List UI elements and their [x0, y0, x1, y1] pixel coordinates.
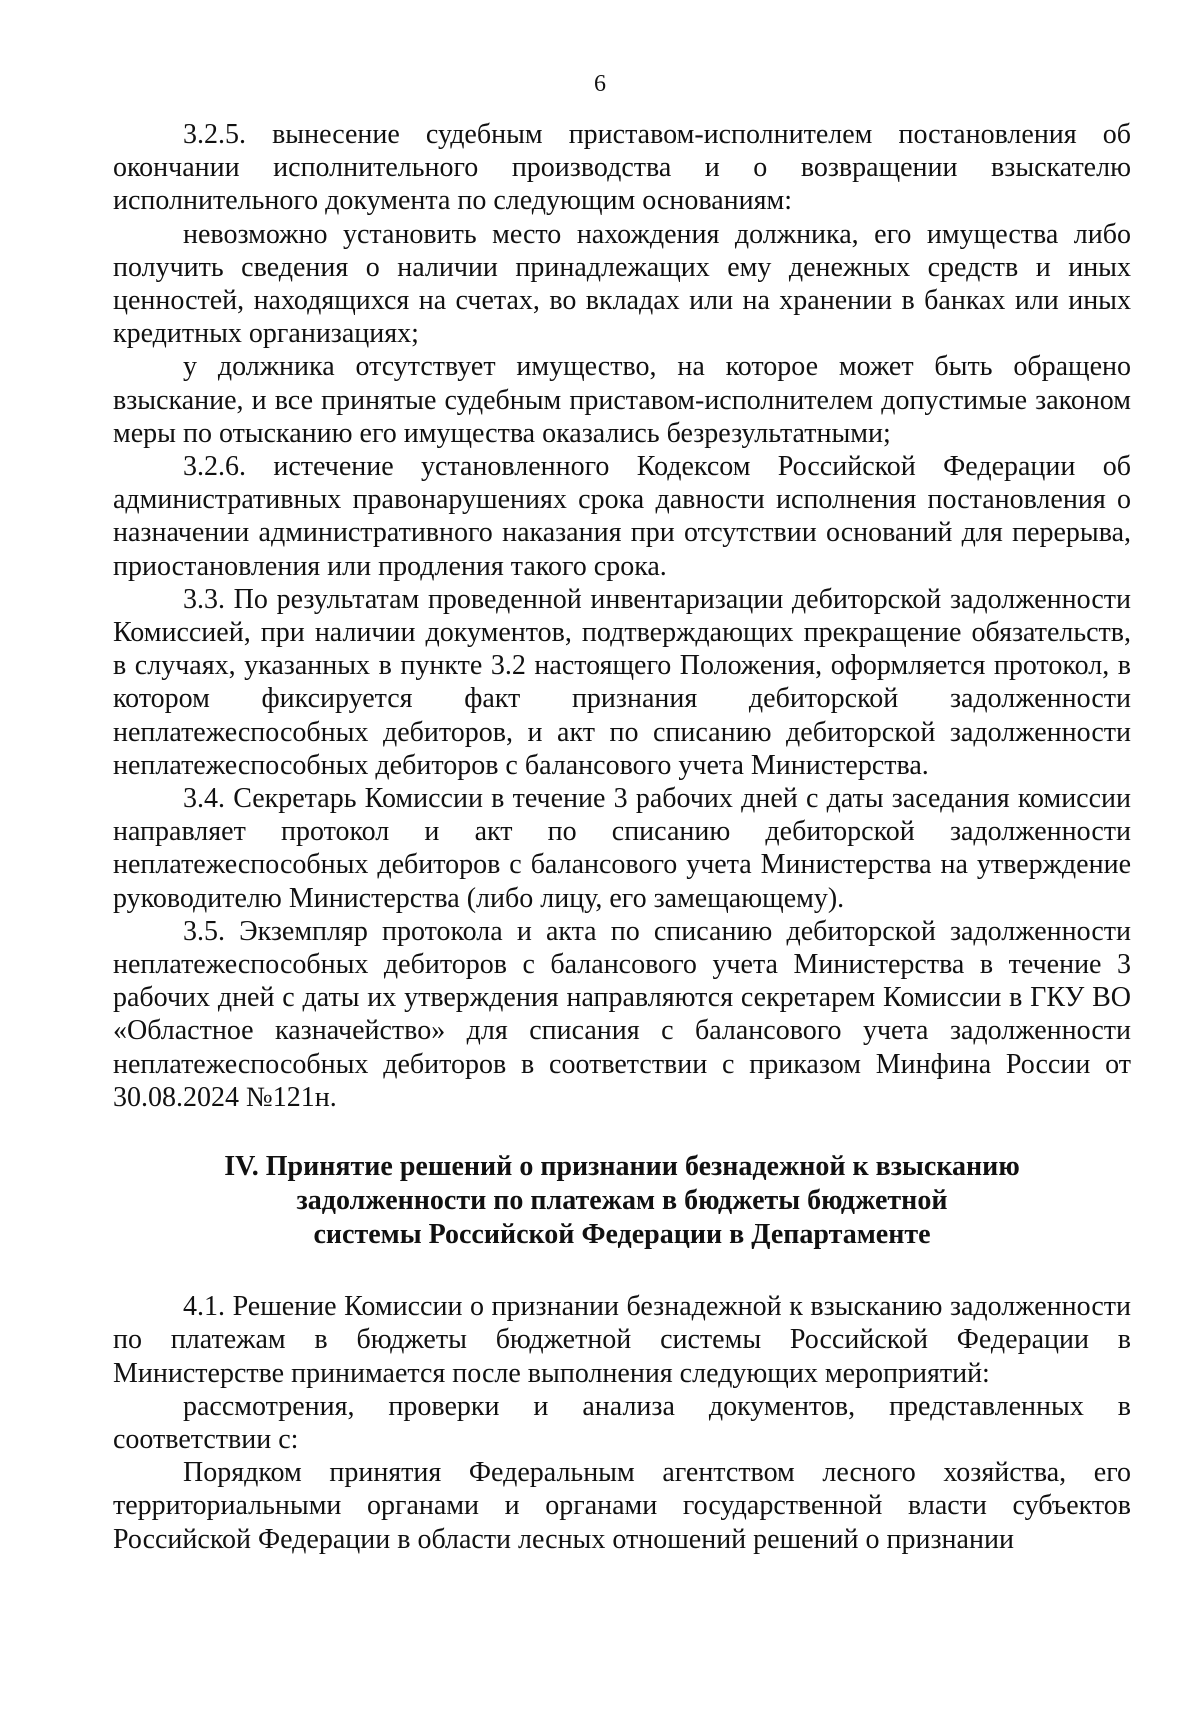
page-number: 6: [594, 71, 606, 97]
paragraph-review-documents: рассмотрения, проверки и анализа документов, представленных в соответствии с:: [113, 1390, 1131, 1455]
paragraph-3-4: 3.4. Секретарь Комиссии в течение 3 рабочих дней с даты заседания комиссии направляет протокол и акт по списанию дебиторской задолженности неплатежеспособных дебиторов с балансового учета Министерства на утверждение руководителю Министерства (либо лицу, его замещающему).: [113, 783, 1131, 914]
section-heading-iv: [113, 1150, 1131, 1252]
paragraph-forestry-procedure: Порядком принятия Федеральным агентством лесного хозяйства, его территориальными органами и органами государственной власти субъектов Российской Федерации в области лесных отношений решений о признании: [113, 1457, 1131, 1555]
paragraph-debtor-location: невозможно установить место нахождения должника, его имущества либо получить сведения о наличии принадлежащих ему денежных средств и иных ценностей, находящихся на счетах, во вкладах или на хранении в банках или иных кредитных организациях;: [113, 218, 1131, 350]
paragraph-3-3: 3.3. По результатам проведенной инвентаризации дебиторской задолженности Комиссией, при наличии документов, подтверждающих прекращение обязательств, в случаях, указанных в пункте 3.2 настоящего Положения, оформляется протокол, в котором фиксируется факт признания дебиторской задолженности неплатежеспособных дебиторов, и акт по списанию дебиторской задолженности неплатежеспособных дебиторов с балансового учета Министерства.: [113, 583, 1131, 781]
paragraph-no-property: у должника отсутствует имущество, на которое может быть обращено взыскание, и все принятые судебным приставом-исполнителем допустимые законом меры по отысканию его имущества оказались безрезультатными;: [113, 351, 1131, 449]
paragraph-3-2-5: 3.2.5. вынесение судебным приставом-исполнителем постановления об окончании исполнительного производства и о возвращении взыскателю исполнительного документа по следующим основаниям:: [113, 119, 1131, 217]
paragraph-4-1: 4.1. Решение Комиссии о признании безнадежной к взысканию задолженности по платежам в бюджеты бюджетной системы Российской Федерации в Министерстве принимается после выполнения следующих мероприятий:: [113, 1291, 1131, 1389]
section-heading-line-2: задолженности по платежам в бюджеты бюджетной: [296, 1185, 948, 1217]
paragraph-3-2-6: 3.2.6. истечение установленного Кодексом Российской Федерации об административных правонарушениях срока давности исполнения постановления о назначении административного наказания при отсутствии оснований для перерыва, приостановления или продления такого срока.: [113, 451, 1131, 582]
paragraph-3-5: 3.5. Экземпляр протокола и акта по списанию дебиторской задолженности неплатежеспособных дебиторов с балансового учета Министерства в течение 3 рабочих дней с даты их утверждения направляются секретарем Комиссии в ГКУ ВО «Областное казначейство» для списания с балансового учета задолженности неплатежеспособных дебиторов в соответствии с приказом Минфина России от 30.08.2024 №121н.: [113, 915, 1131, 1113]
section-heading-line-3: системы Российской Федерации в Департаменте: [313, 1219, 931, 1251]
section-heading-line-1: IV. Принятие решений о признании безнадежной к взысканию: [224, 1151, 1020, 1183]
document-body: [113, 118, 1131, 1556]
